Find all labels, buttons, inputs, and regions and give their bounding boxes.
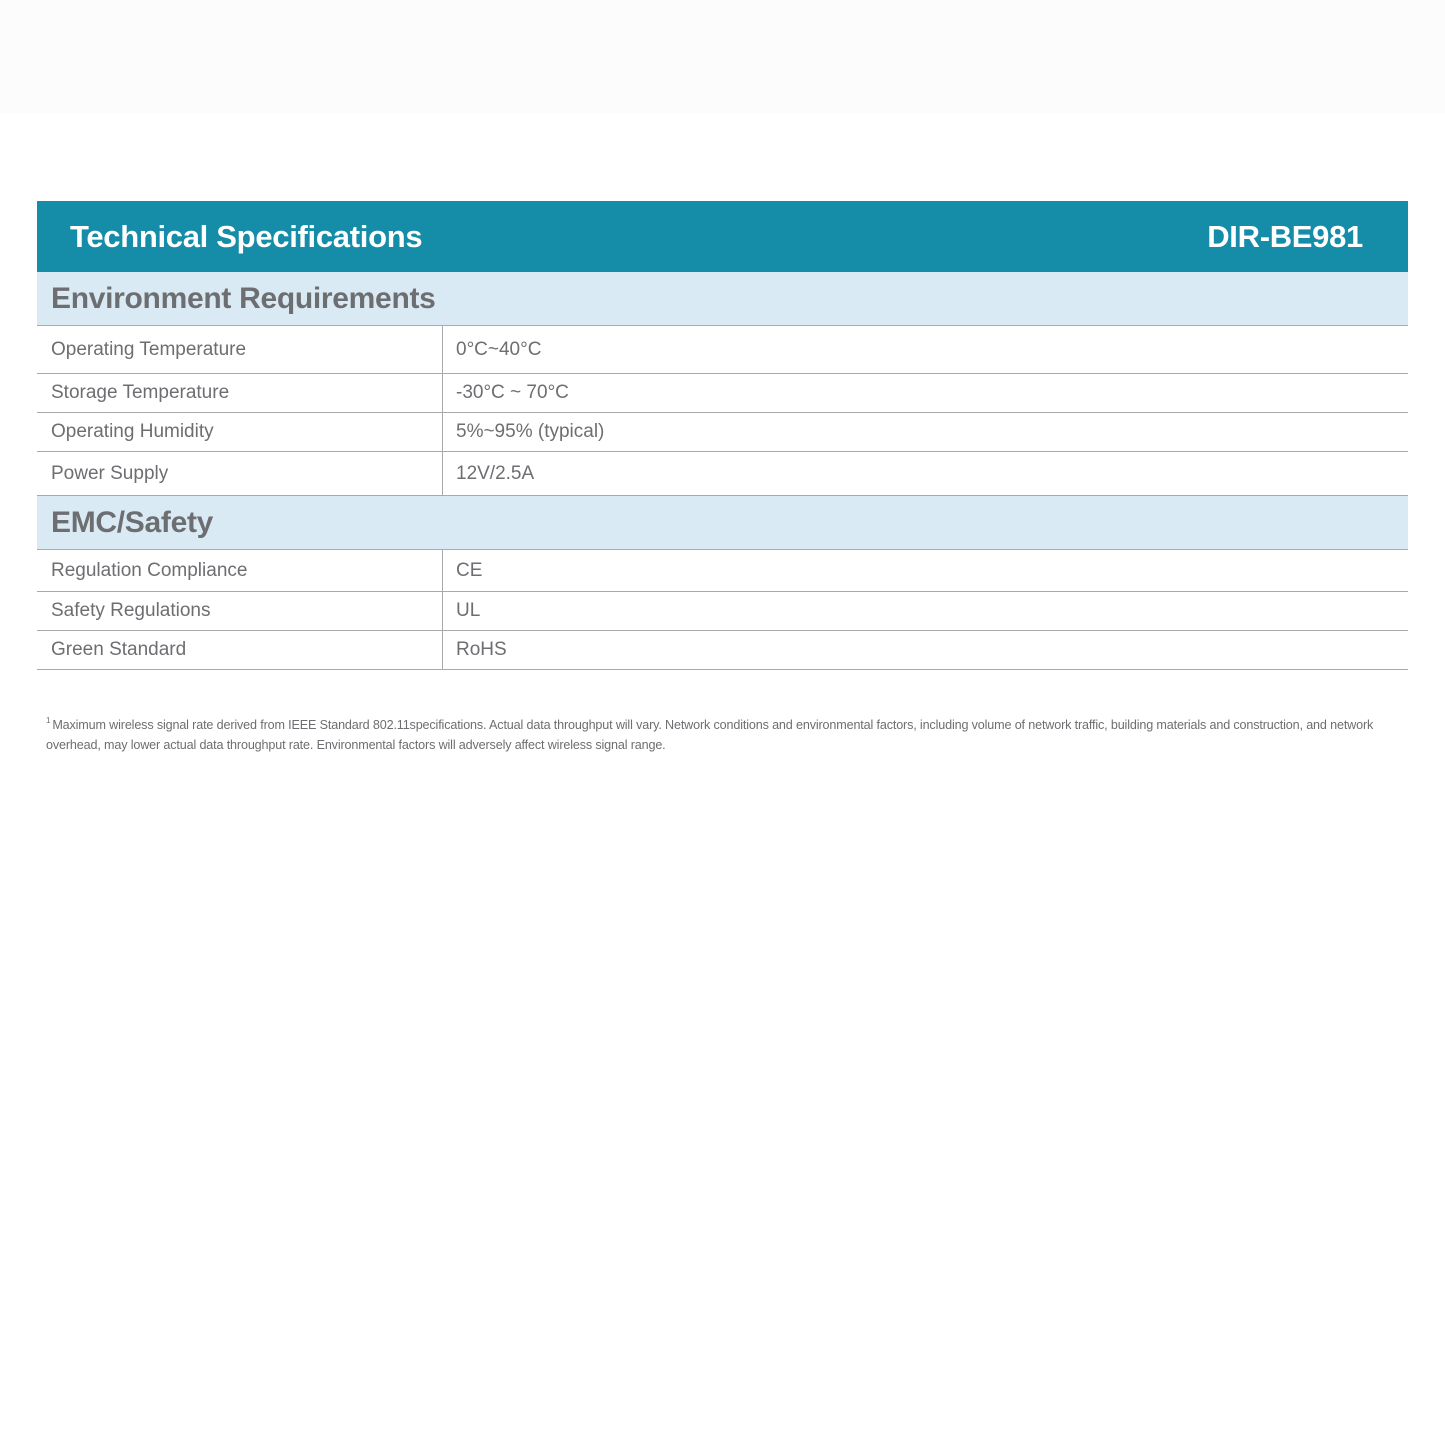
spec-label: Safety Regulations [51, 600, 211, 621]
spec-value-cell [443, 326, 1408, 373]
table-row [37, 374, 1408, 413]
spec-value: 0°C~40°C [456, 338, 542, 360]
spec-value: RoHS [456, 639, 507, 660]
spec-sheet [37, 201, 1408, 670]
section-title: EMC/Safety [51, 505, 214, 539]
spec-value-cell [443, 592, 1408, 630]
table-row [37, 592, 1408, 631]
spec-value-cell [443, 550, 1408, 591]
spec-label: Green Standard [51, 639, 187, 660]
section-title: Environment Requirements [51, 281, 436, 315]
section-header-environment [37, 272, 1408, 326]
spec-label: Operating Temperature [51, 338, 247, 360]
spec-label: Operating Humidity [51, 421, 214, 442]
spec-label: Regulation Compliance [51, 559, 248, 581]
spec-label: Power Supply [51, 462, 169, 484]
spec-label-cell [37, 452, 443, 495]
table-row [37, 452, 1408, 496]
section-header-emc-safety [37, 496, 1408, 550]
spec-value-cell [443, 631, 1408, 669]
spec-value: 12V/2.5A [456, 462, 535, 484]
spec-label-cell [37, 326, 443, 373]
table-row [37, 326, 1408, 374]
spec-value: UL [456, 600, 481, 621]
footnote-text: Maximum wireless signal rate derived from IEEE Standard 802.11specifications. Actual data throughput will vary. Network conditions and environmental factors, including volume of network traffic, building materials and construction, and network overhead, may lower actual data throughput rate. Environmental factors will adversely affect wireless signal range. [46, 718, 1374, 752]
spec-value: 5%~95% (typical) [456, 421, 605, 442]
page-title: Technical Specifications [70, 218, 423, 254]
spec-label: Storage Temperature [51, 382, 230, 403]
spec-label-cell [37, 550, 443, 591]
spec-value-cell [443, 374, 1408, 412]
table-row [37, 413, 1408, 452]
spec-label-cell [37, 592, 443, 630]
footnote [46, 715, 1421, 755]
footnote-marker: 1 [46, 716, 51, 725]
table-row [37, 631, 1408, 670]
spec-value: -30°C ~ 70°C [456, 382, 569, 403]
model-number: DIR-BE981 [1207, 218, 1363, 254]
spec-label-cell [37, 374, 443, 412]
top-band [0, 0, 1445, 113]
spec-value-cell [443, 413, 1408, 451]
spec-label-cell [37, 631, 443, 669]
spec-banner [37, 201, 1408, 272]
spec-value-cell [443, 452, 1408, 495]
spec-value: CE [456, 559, 483, 581]
table-row [37, 550, 1408, 592]
spec-label-cell [37, 413, 443, 451]
